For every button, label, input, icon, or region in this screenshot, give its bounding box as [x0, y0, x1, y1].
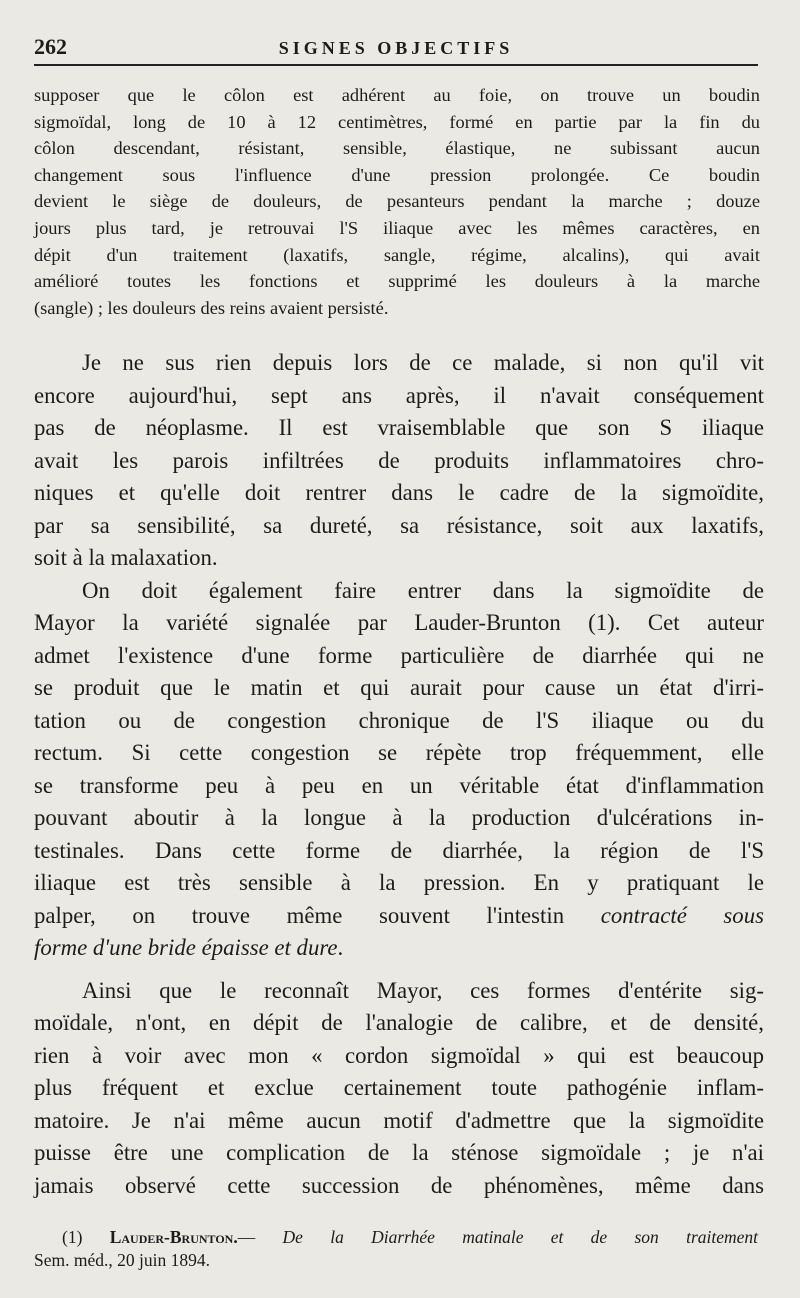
text-line: jamais observé cette succession de phénomènes, même dans: [34, 1172, 764, 1198]
text-line: rectum. Si cette congestion se répète trop fréquemment, elle: [34, 740, 764, 765]
footnote-author: Lauder-Brunton.: [109, 1227, 238, 1247]
text-line: plus fréquent et exclue certainement toute pathogénie inflam-: [34, 1075, 764, 1100]
text-line: puisse être une complication de la sténose sigmoïdale ; je n'ai: [34, 1140, 764, 1165]
text-line: matoire. Je n'ai même aucun motif d'admettre que la sigmoïdite: [34, 1107, 764, 1133]
footnote: [34, 1226, 758, 1272]
footnote-line: [34, 1226, 758, 1249]
text-segment: palper, on trouve même souvent l'intestin: [34, 902, 601, 928]
text-line: Ainsi que le reconnaît Mayor, ces formes d'entérite sig-: [82, 977, 764, 1003]
text-line: Mayor la variété signalée par Lauder-Brunton (1). Cet auteur: [34, 610, 764, 635]
text-line: iliaque est très sensible à la pression. En y pratiquant le: [34, 870, 764, 895]
text-line: se transforme peu à peu en un véritable état d'inflammation: [34, 772, 764, 798]
text-line: tation ou de congestion chronique de l'S iliaque ou du: [34, 707, 764, 733]
text-line: amélioré toutes les fonctions et supprimé les douleurs à la marche: [34, 271, 760, 292]
paragraph-1: [34, 347, 764, 575]
text-line: On doit également faire entrer dans la sigmoïdite de: [82, 577, 764, 603]
footnote-marker: (1): [62, 1227, 110, 1247]
text-line: sigmoïdal, long de 10 à 12 centimètres, formé en partie par la fin du: [34, 111, 760, 132]
page-header: [34, 34, 758, 66]
text-line: encore aujourd'hui, sept ans après, il n'avait conséquement: [34, 382, 764, 408]
text-line: testinales. Dans cette forme de diarrhée, la région de l'S: [34, 837, 764, 863]
paragraph-2: [34, 575, 764, 965]
text-line: [34, 900, 764, 933]
text-line: avait les parois infiltrées de produits inflammatoires chro-: [34, 447, 764, 473]
text-line: devient le siège de douleurs, de pesanteurs pendant la marche ; douze: [34, 191, 760, 212]
page-number: 262: [34, 34, 67, 59]
text-line: rien à voir avec mon « cordon sigmoïdal » qui est beaucoup: [34, 1042, 764, 1068]
text-line: pouvant aboutir à la longue à la production d'ulcérations in-: [34, 805, 764, 830]
italic-segment: contracté sous: [600, 902, 764, 928]
text-line: [34, 932, 764, 965]
text-line: (sangle) ; les douleurs des reins avaient persisté.: [34, 297, 389, 318]
footnote-line: Sem. méd., 20 juin 1894.: [34, 1250, 210, 1270]
text-line: se produit que le matin et qui aurait pour cause un état d'irri-: [34, 675, 764, 700]
text-line: par sa sensibilité, sa dureté, sa résistance, soit aux laxatifs,: [34, 512, 764, 538]
text-line: soit à la malaxation.: [34, 545, 218, 570]
text-line: Je ne sus rien depuis lors de ce malade, si non qu'il vit: [82, 350, 764, 375]
small-print-paragraph: [34, 82, 760, 321]
text-segment: .: [337, 935, 344, 960]
text-line: côlon descendant, résistant, sensible, élastique, ne subissant aucun: [34, 138, 760, 159]
text-line: moïdale, n'ont, en dépit de l'analogie de calibre, et de densité,: [34, 1010, 764, 1035]
text-line: niques et qu'elle doit rentrer dans le cadre de la sigmoïdite,: [34, 480, 764, 505]
text-line: dépit d'un traitement (laxatifs, sangle, régime, alcalins), qui avait: [34, 244, 760, 265]
running-title: SIGNES OBJECTIFS: [278, 38, 514, 58]
main-text: [34, 347, 764, 1202]
text-line: changement sous l'influence d'une pression prolongée. Ce boudin: [34, 164, 760, 185]
footnote-title: De la Diarrhée matinale et de son traitement: [282, 1227, 759, 1247]
footnote-dash: —: [237, 1227, 283, 1247]
text-line: jours plus tard, je retrouvai l'S iliaque avec les mêmes caractères, en: [34, 217, 760, 238]
text-line: supposer que le côlon est adhérent au foie, on trouve un boudin: [34, 85, 760, 105]
paragraph-gap: [34, 965, 764, 975]
italic-segment: forme d'une bride épaisse et dure: [34, 935, 338, 960]
paragraph-3: [34, 975, 764, 1203]
text-line: pas de néoplasme. Il est vraisemblable que son S iliaque: [34, 415, 764, 440]
text-line: admet l'existence d'une forme particulière de diarrhée qui ne: [34, 642, 764, 668]
